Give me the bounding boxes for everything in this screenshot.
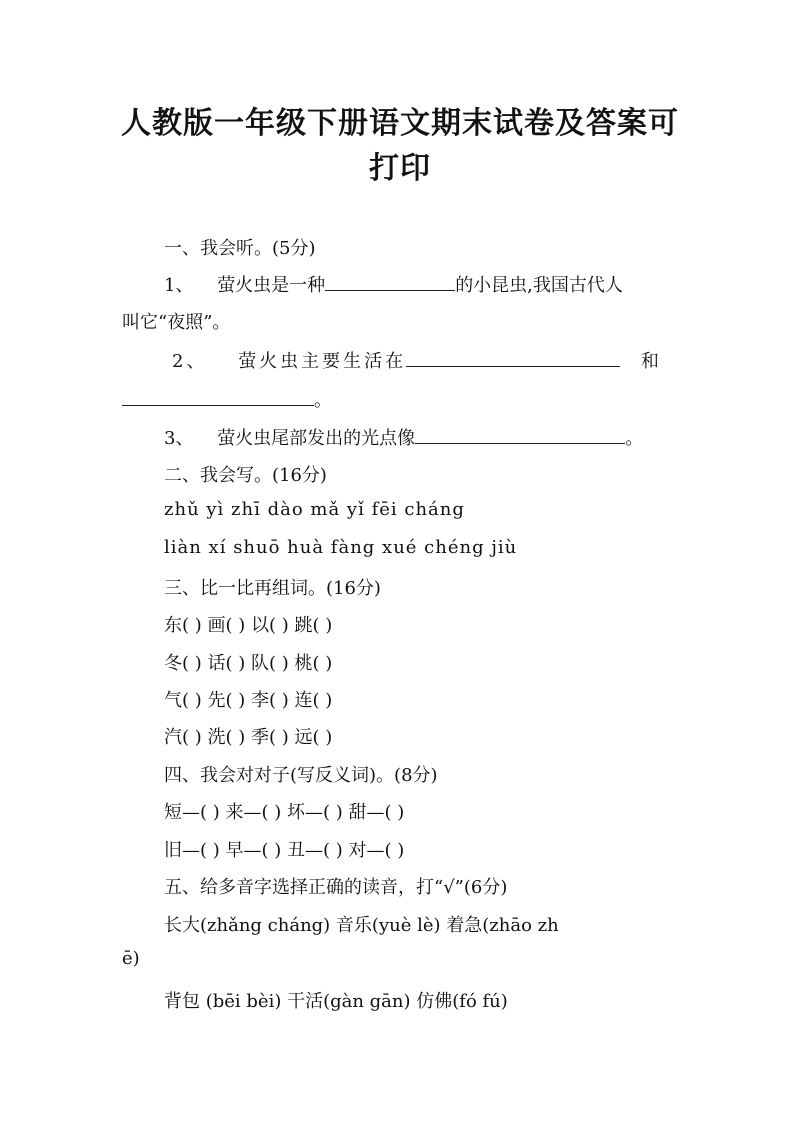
section-5-heading: 五、给多音字选择正确的读音，打“√”(6分) <box>164 877 508 898</box>
question-1-text-b: 的小昆虫,我国古代人 <box>455 275 623 296</box>
question-1-line <box>164 271 623 297</box>
question-2-period: 。 <box>314 390 332 411</box>
question-3-text: 萤火虫尾部发出的光点像 <box>217 428 416 449</box>
section-1-heading: 一、我会听。(5分) <box>164 238 316 259</box>
question-1-number: 1、 <box>164 275 194 296</box>
document-title-line-1: 人教版一年级下册语文期末试卷及答案可 <box>121 106 679 141</box>
question-3-period: 。 <box>625 428 644 449</box>
polyphone-row-1: 长大(zhǎng cháng) 音乐(yuè lè) 着急(zhāo zh <box>164 915 559 936</box>
question-2-blank-2[interactable] <box>122 389 314 406</box>
question-2-blank-1[interactable] <box>406 350 620 367</box>
compare-row-2: 冬( ) 话( ) 队( ) 桃( ) <box>164 653 333 674</box>
question-2-number: 2、 <box>172 351 208 372</box>
question-1-blank[interactable] <box>325 274 455 291</box>
question-1-text-a: 萤火虫是一种 <box>217 275 326 296</box>
question-3-blank[interactable] <box>415 427 625 444</box>
compare-row-3: 气( ) 先( ) 李( ) 连( ) <box>164 690 333 711</box>
question-3-number: 3、 <box>164 428 194 449</box>
compare-row-1: 东( ) 画( ) 以( ) 跳( ) <box>164 615 333 636</box>
compare-row-4: 汽( ) 洗( ) 季( ) 远( ) <box>164 727 333 748</box>
section-2-heading: 二、我会写。(16分) <box>164 465 327 486</box>
question-2-text-a: 萤火虫主要生活在 <box>238 351 407 372</box>
document-title-line-2: 打印 <box>369 151 431 186</box>
antonym-row-2: 旧—( ) 早—( ) 丑—( ) 对—( ) <box>164 840 405 861</box>
section-3-heading: 三、比一比再组词。(16分) <box>164 578 381 599</box>
question-2-line <box>172 347 662 373</box>
pinyin-line-1: zhǔ yì zhī dào mǎ yǐ fēi cháng <box>164 499 465 520</box>
section-4-heading: 四、我会对对子(写反义词)。(8分) <box>164 765 438 786</box>
question-2-continuation <box>122 386 332 412</box>
question-3-line <box>164 424 643 450</box>
antonym-row-1: 短—( ) 来—( ) 坏—( ) 甜—( ) <box>164 802 405 823</box>
polyphone-row-1-continuation: ē) <box>122 948 140 969</box>
polyphone-row-2: 背包 (bēi bèi) 干活(gàn gān) 仿佛(fó fú) <box>164 991 508 1012</box>
pinyin-line-2: liàn xí shuō huà fàng xué chéng jiù <box>164 537 518 558</box>
question-1-continuation: 叫它“夜照”。 <box>122 312 231 333</box>
question-2-text-b: 和 <box>640 351 662 372</box>
